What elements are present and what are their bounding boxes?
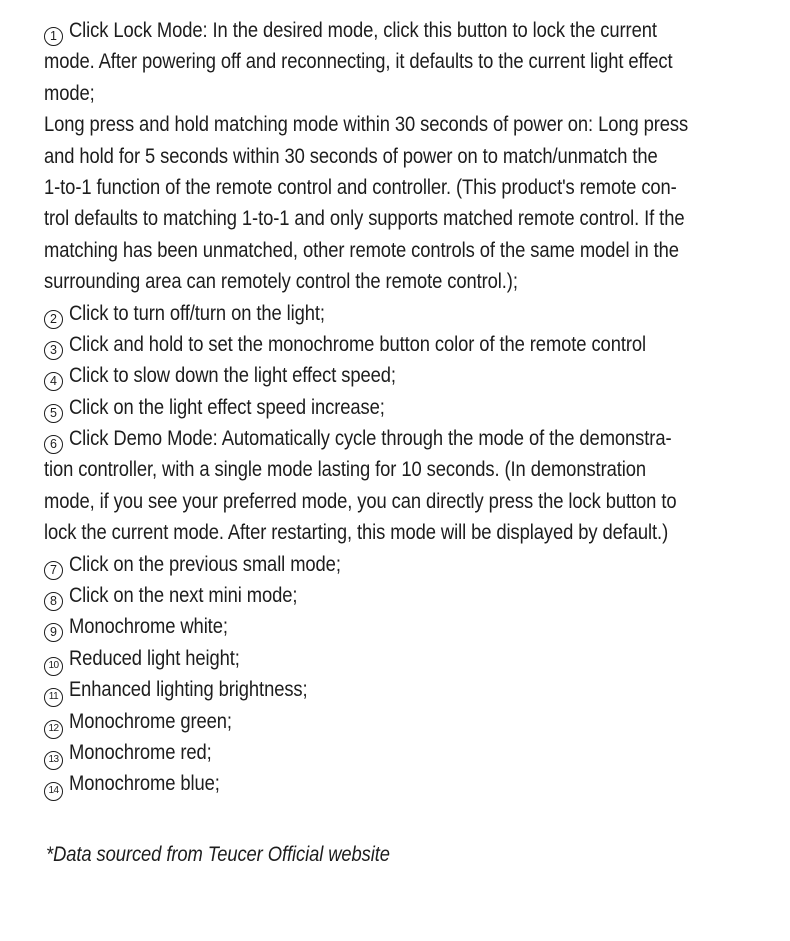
text-line-content: surrounding area can remotely control the remote control.); (44, 270, 518, 294)
text-line (44, 298, 770, 329)
text-line-content: Monochrome red; (69, 740, 212, 764)
text-line (44, 203, 770, 234)
text-line (44, 266, 770, 297)
text-line-content: Monochrome white; (69, 615, 228, 639)
text-line (44, 329, 770, 360)
item-number-badge: 6 (44, 435, 63, 454)
item-number-badge: 9 (44, 623, 63, 642)
source-note: *Data sourced from Teucer Official website (46, 843, 390, 866)
text-line-content: Long press and hold matching mode within 30 seconds of power on: Long press (44, 113, 689, 137)
item-number-badge: 10 (44, 657, 63, 676)
item-number-badge: 1 (44, 27, 63, 46)
text-line (44, 423, 770, 454)
instruction-list (44, 15, 770, 800)
item-number-badge: 13 (44, 751, 63, 770)
text-line (44, 454, 770, 485)
text-line-content: Click Demo Mode: Automatically cycle through the mode of the demonstra- (69, 427, 672, 451)
text-line-content: mode, if you see your preferred mode, you can directly press the lock button to (44, 489, 677, 513)
text-line (44, 706, 770, 737)
text-line-content: Click on the previous small mode; (69, 552, 341, 576)
text-line (44, 643, 770, 674)
text-line (44, 172, 770, 203)
text-line (44, 768, 770, 799)
text-line-content: mode; (44, 81, 95, 105)
item-number-badge: 3 (44, 341, 63, 360)
item-number-badge: 14 (44, 782, 63, 801)
text-line-content: Click on the light effect speed increase; (69, 395, 385, 419)
text-line-content: Enhanced lighting brightness; (69, 678, 308, 702)
text-line-content: mode. After powering off and reconnecting, it defaults to the current light effect (44, 50, 673, 74)
text-line (44, 15, 770, 46)
text-line (44, 78, 770, 109)
text-line (44, 580, 770, 611)
text-line-content: Click to turn off/turn on the light; (69, 301, 325, 325)
text-line (44, 611, 770, 642)
text-line-content: lock the current mode. After restarting, this mode will be displayed by default.) (44, 521, 669, 545)
text-line (44, 674, 770, 705)
item-number-badge: 5 (44, 404, 63, 423)
text-line (44, 109, 770, 140)
text-line-content: Monochrome green; (69, 709, 232, 733)
text-line-content: and hold for 5 seconds within 30 seconds of power on to match/unmatch the (44, 144, 658, 168)
text-line-content: Click to slow down the light effect speed; (69, 364, 396, 388)
text-line (44, 235, 770, 266)
text-line-content: Click Lock Mode: In the desired mode, click this button to lock the current (69, 19, 657, 42)
item-number-badge: 12 (44, 720, 63, 739)
item-number-badge: 4 (44, 372, 63, 391)
text-line-content: 1-to-1 function of the remote control and controller. (This product's remote con- (44, 175, 677, 199)
text-line (44, 737, 770, 768)
text-line-content: Click and hold to set the monochrome button color of the remote control (69, 332, 647, 356)
text-line (44, 141, 770, 172)
text-line (44, 517, 770, 548)
item-number-badge: 7 (44, 561, 63, 580)
item-number-badge: 11 (44, 688, 63, 707)
text-line (44, 46, 770, 77)
text-line (44, 486, 770, 517)
item-number-badge: 8 (44, 592, 63, 611)
text-line (44, 360, 770, 391)
item-number-badge: 2 (44, 310, 63, 329)
text-line (44, 549, 770, 580)
text-line-content: trol defaults to matching 1-to-1 and only supports matched remote control. If the (44, 207, 685, 231)
text-line-content: Click on the next mini mode; (69, 584, 298, 608)
text-line-content: tion controller, with a single mode lasting for 10 seconds. (In demonstration (44, 458, 647, 482)
text-line (44, 392, 770, 423)
text-line-content: Reduced light height; (69, 646, 240, 670)
text-line-content: Monochrome blue; (69, 772, 220, 796)
text-line-content: matching has been unmatched, other remote controls of the same model in the (44, 238, 679, 262)
